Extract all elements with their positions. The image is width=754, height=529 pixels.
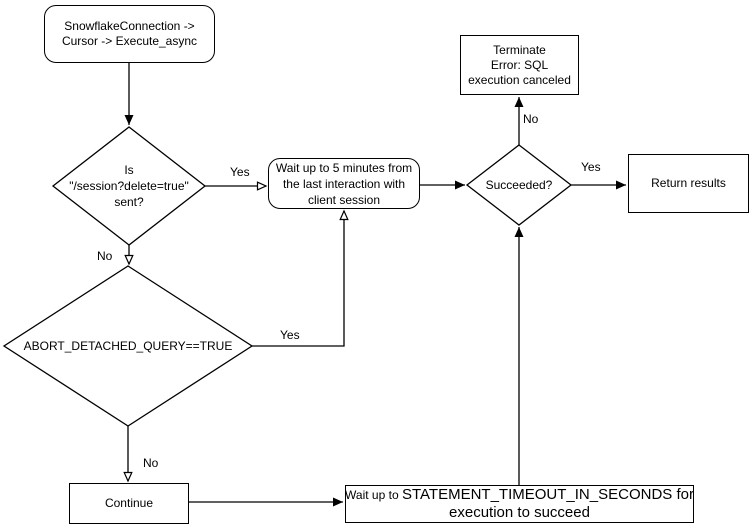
session-decision-line: "/session?delete=true" [69,179,189,193]
edge-label-abort-no: No [143,456,159,470]
wait-statement-timeout-prefix: Wait up to [345,488,402,502]
session-delete-decision-shape [53,127,205,245]
edge-label-succeeded-yes: Yes [581,160,601,174]
terminate-line: Terminate [493,42,546,57]
return-results-label: Return results [651,176,726,190]
succeeded-decision-shape [467,145,571,225]
abort-detached-query-decision-shape [4,266,252,426]
wait-5-minutes-line: client session [307,192,381,207]
wait-5-minutes-line: the last interaction with [282,176,406,191]
abort-decision-label: ABORT_DETACHED_QUERY==TRUE [23,339,233,353]
wait-5-minutes-node [268,158,420,209]
session-decision-line: sent? [114,195,144,209]
wait-statement-timeout-node [345,485,694,523]
return-results-node [628,154,749,213]
edge-label-succeeded-no: No [523,112,539,126]
wait-5-minutes-line: Wait up to 5 minutes from [275,160,413,175]
wait-statement-timeout-constant: STATEMENT_TIMEOUT_IN_SECONDS for [401,486,694,503]
wait-statement-timeout-line2: execution to succeed [449,504,590,521]
edge-label-session-no: No [97,249,113,263]
continue-node [69,483,189,524]
edge-label-abort-yes: Yes [280,328,300,342]
succeeded-decision-label: Succeeded? [485,178,553,192]
continue-label: Continue [104,496,154,510]
terminate-node [460,35,579,95]
terminate-line: Error: SQL [490,57,549,72]
start-node [44,5,215,63]
connector-abort-yes-to-wait5 [252,211,344,346]
start-node-line: Cursor -> Execute_async [61,34,198,48]
terminate-line: execution canceled [468,72,571,87]
session-decision-line: Is [124,163,134,177]
wait-statement-timeout-line1 [345,486,694,504]
edge-label-session-yes: Yes [230,165,250,179]
start-node-line: SnowflakeConnection -> [64,19,195,33]
